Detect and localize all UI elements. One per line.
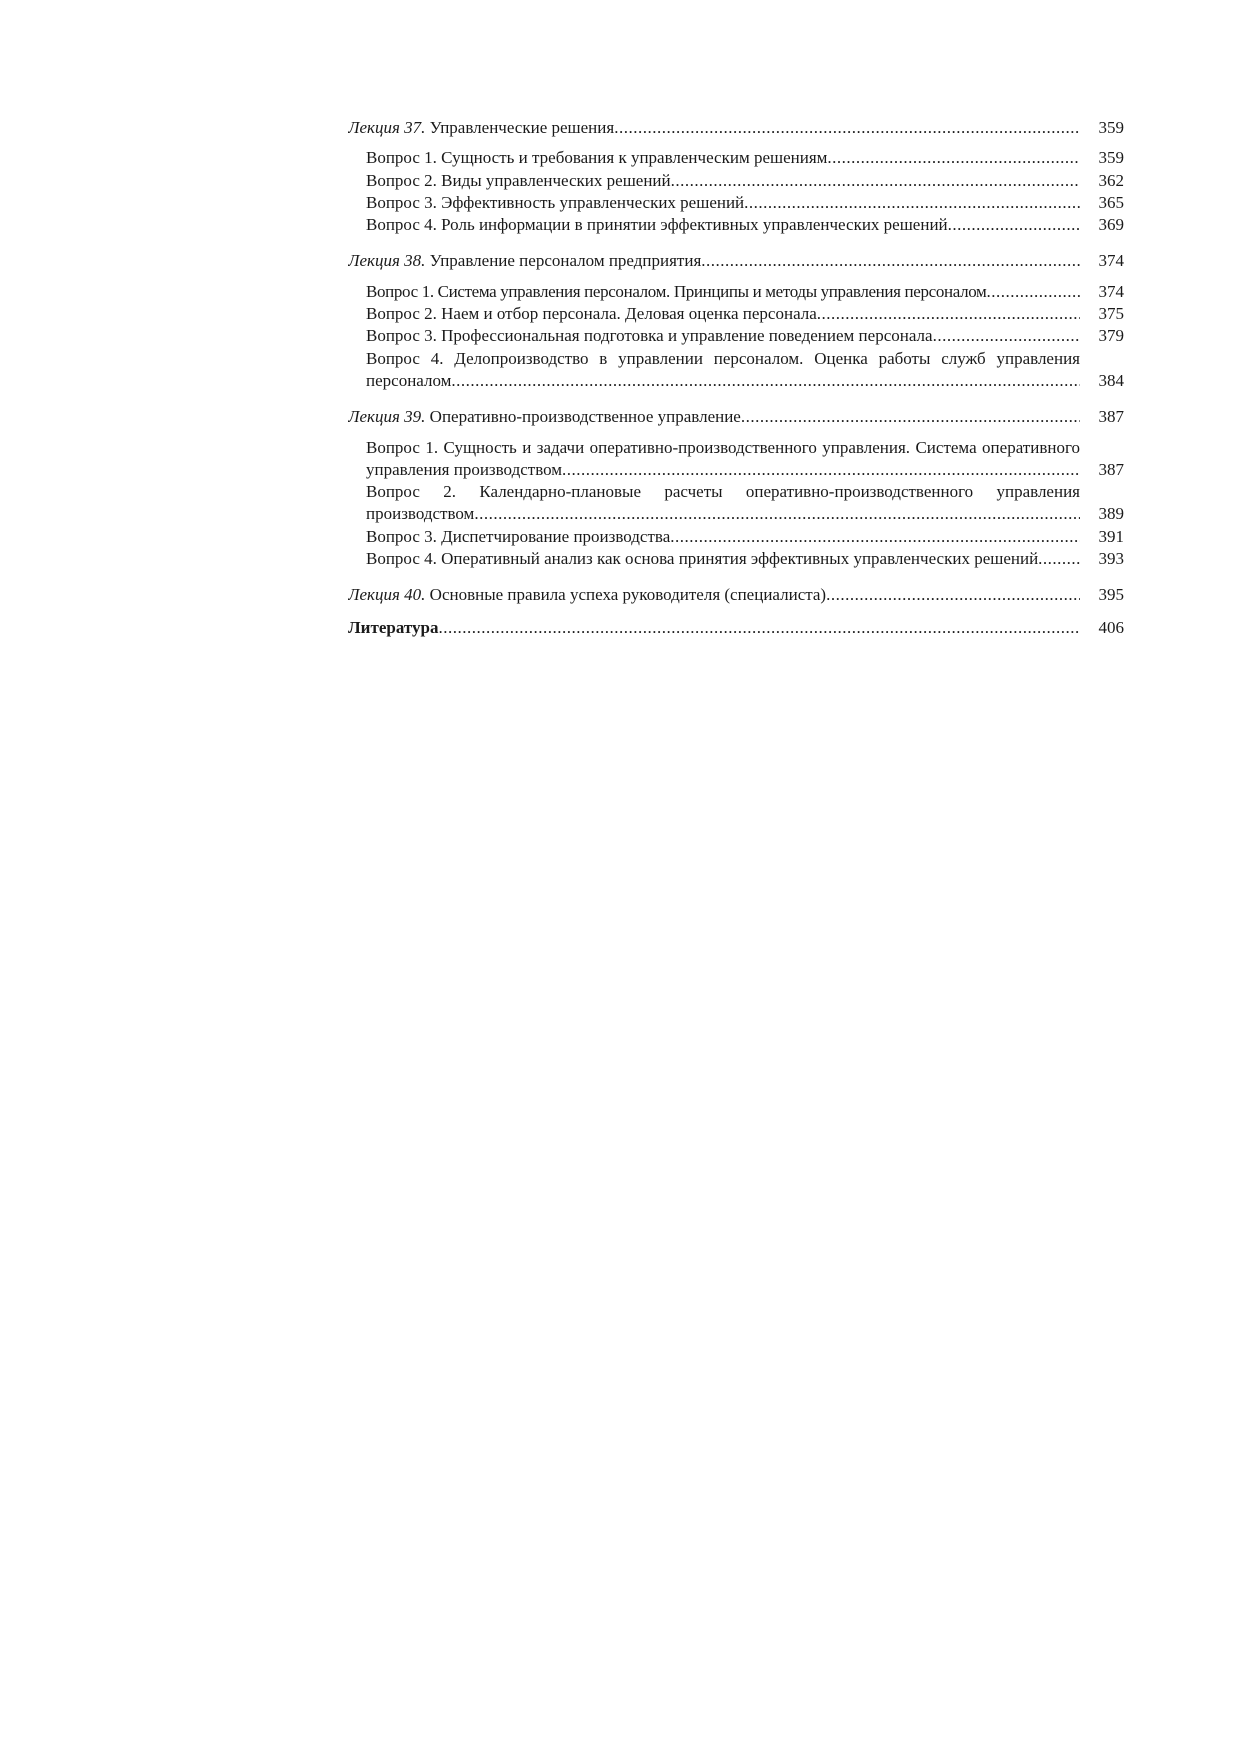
page-number: 369: [1098, 215, 1124, 235]
question-text: Вопрос 1. Система управления персоналом. Принципы и методы управления персоналом .....: [366, 281, 1080, 303]
page-number: 362: [1098, 170, 1124, 190]
question-item[interactable]: [366, 481, 1124, 526]
page-number: 375: [1098, 304, 1124, 324]
page-number: 387: [1098, 459, 1124, 479]
page-number: 384: [1098, 370, 1124, 390]
question-item[interactable]: [366, 548, 1124, 570]
literature-title: Литература: [348, 617, 439, 637]
lecture-label: Лекция 39.: [348, 407, 426, 427]
page-number: 379: [1098, 326, 1124, 346]
question-item[interactable]: [366, 192, 1124, 214]
lecture-37: [348, 117, 1124, 236]
question-item[interactable]: [366, 437, 1124, 482]
page-number: 387: [1098, 407, 1124, 427]
question-list: [348, 147, 1124, 236]
question-text: Вопрос 4. Делопроизводство в управлении персоналом. Оценка работы служб управления персоналом .....: [366, 348, 1080, 393]
question-item[interactable]: [366, 526, 1124, 548]
question-text: Вопрос 3. Профессиональная подготовка и управление поведением персонала .....: [366, 325, 1080, 347]
page-number: 365: [1098, 192, 1124, 212]
question-list: [348, 437, 1124, 571]
question-text: Вопрос 1. Сущность и задачи оперативно-производственного управления. Система оперативного управления производством .....: [366, 437, 1080, 482]
question-text: Вопрос 3. Диспетчирование производства .....: [366, 526, 1080, 548]
lecture-38: [348, 250, 1124, 392]
lecture-title: Оперативно-производственное управление: [425, 407, 741, 427]
question-item[interactable]: [366, 147, 1124, 169]
table-of-contents: [348, 117, 1124, 639]
question-text: Вопрос 2. Виды управленческих решений .....: [366, 170, 1080, 192]
lecture-40: [348, 584, 1124, 606]
question-text: Вопрос 2. Календарно-плановые расчеты оперативно-производственного управления производством .....: [366, 481, 1080, 526]
lecture-39: [348, 406, 1124, 570]
question-text: Вопрос 4. Роль информации в принятии эффективных управленческих решений .....: [366, 214, 1080, 236]
page-number: 406: [1098, 617, 1124, 637]
question-text: Вопрос 4. Оперативный анализ как основа принятия эффективных управленческих решений .....: [366, 548, 1080, 570]
lecture-heading[interactable]: [348, 250, 1124, 272]
question-item[interactable]: [366, 325, 1124, 347]
lecture-title: Управленческие решения: [425, 118, 615, 137]
question-item[interactable]: [366, 170, 1124, 192]
literature-entry[interactable]: [348, 617, 1124, 639]
question-item[interactable]: [366, 348, 1124, 393]
lecture-title: Управление персоналом предприятия: [425, 251, 702, 271]
lecture-label: Лекция 40.: [348, 585, 426, 605]
lecture-label: Лекция 38.: [348, 251, 426, 271]
page-number: 359: [1098, 118, 1124, 137]
question-item[interactable]: [366, 281, 1124, 303]
page-number: 374: [1098, 281, 1124, 301]
lecture-heading[interactable]: [348, 584, 1124, 606]
question-item[interactable]: [366, 214, 1124, 236]
question-text: Вопрос 3. Эффективность управленческих решений .....: [366, 192, 1080, 214]
question-text: Вопрос 1. Сущность и требования к управленческим решениям .....: [366, 147, 1080, 169]
lecture-heading[interactable]: [348, 117, 1124, 139]
page-number: 374: [1098, 251, 1124, 271]
question-item[interactable]: [366, 303, 1124, 325]
lecture-heading[interactable]: [348, 406, 1124, 428]
page-number: 359: [1098, 148, 1124, 168]
lecture-title: Основные правила успеха руководителя (специалиста): [425, 585, 827, 605]
question-list: [348, 281, 1124, 392]
page-number: 389: [1098, 504, 1124, 524]
page-number: 393: [1098, 549, 1124, 569]
question-text: Вопрос 2. Наем и отбор персонала. Деловая оценка персонала .....: [366, 303, 1080, 325]
page-number: 395: [1098, 585, 1124, 605]
page-number: 391: [1098, 526, 1124, 546]
lecture-label: Лекция 37.: [348, 118, 426, 137]
